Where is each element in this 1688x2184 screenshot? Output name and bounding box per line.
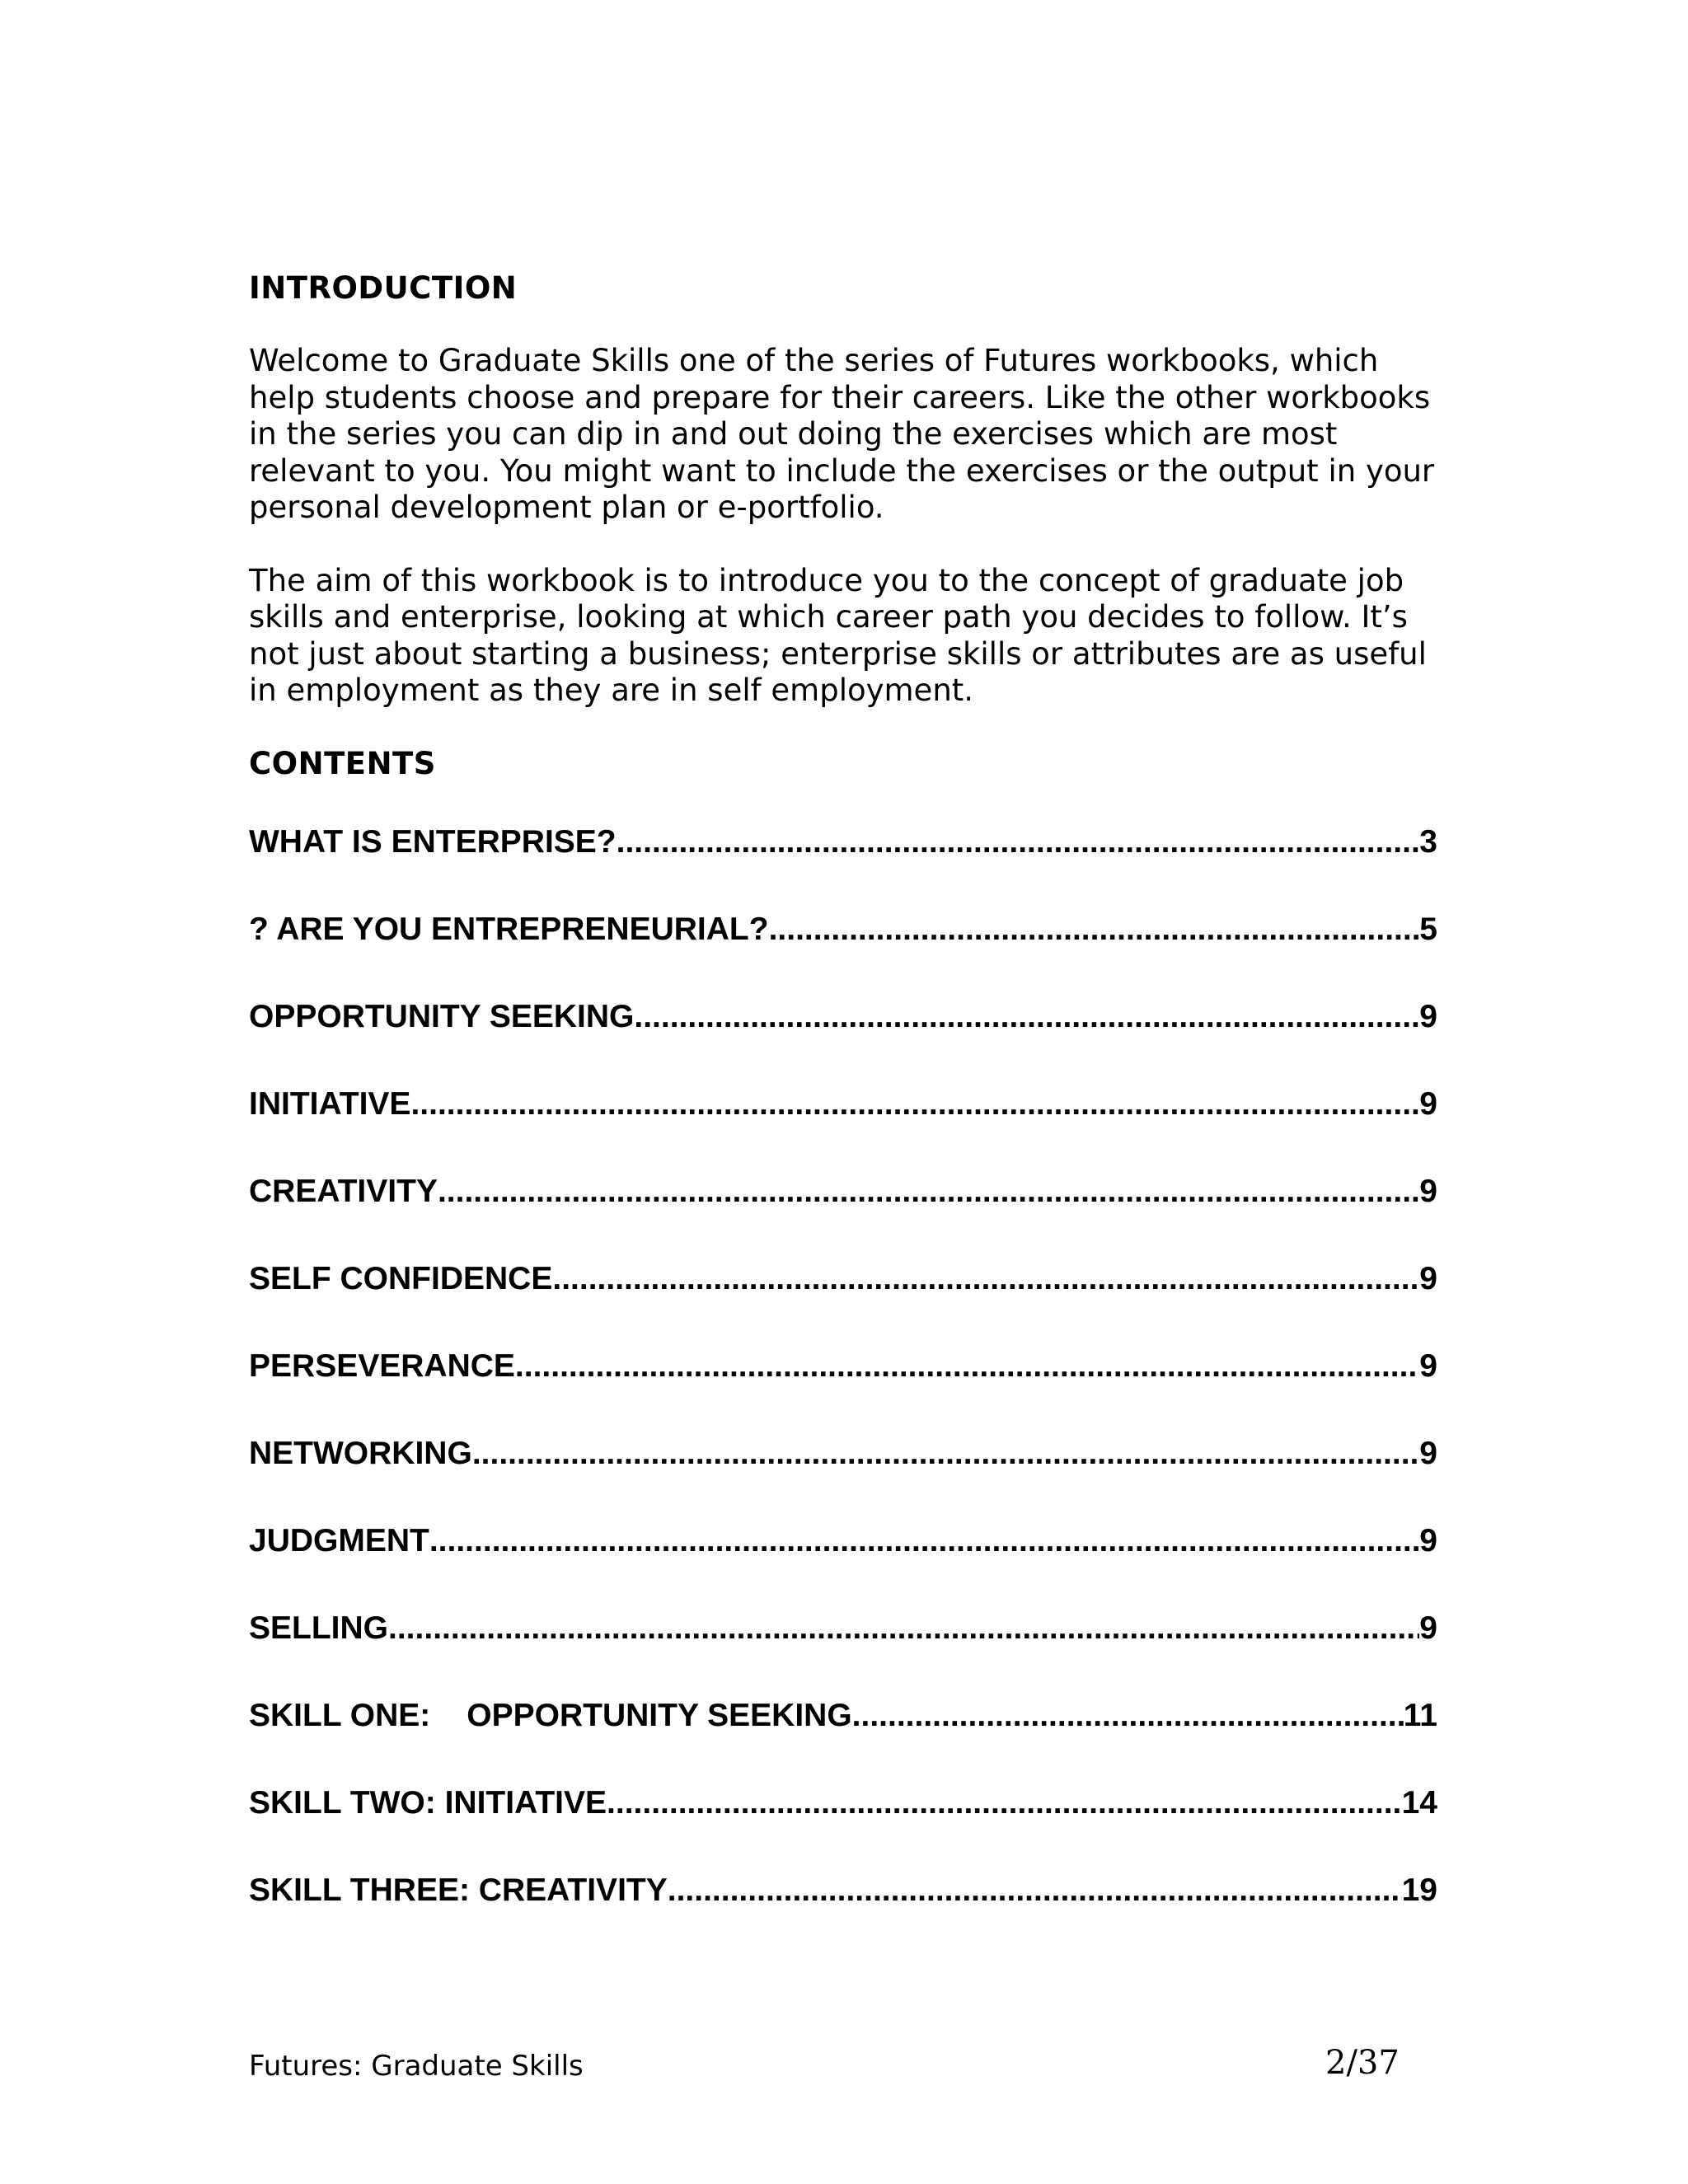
toc-entry-title: ? ARE YOU ENTREPRENEURIAL? (249, 911, 769, 947)
page-content (249, 270, 1444, 1959)
toc-entry-title: INITIATIVE (249, 1085, 411, 1122)
toc-entry-title: OPPORTUNITY SEEKING (467, 1697, 852, 1733)
toc-entry-page: 19 (1401, 1872, 1437, 1908)
toc-entry-title: WHAT IS ENTERPRISE? (249, 823, 617, 860)
toc-entry-page: 9 (1419, 1085, 1437, 1122)
contents-heading: CONTENTS (249, 745, 436, 781)
toc-dot-leader (438, 1173, 1419, 1211)
toc-entry-title-group (249, 1697, 852, 1735)
toc-entry[interactable] (249, 1784, 1437, 1872)
toc-entry-title: SKILL TWO: INITIATIVE (249, 1784, 607, 1821)
toc-entry-page: 9 (1419, 998, 1437, 1034)
toc-entry[interactable] (249, 1085, 1437, 1173)
toc-entry[interactable] (249, 1347, 1437, 1435)
toc-entry-page: 11 (1403, 1697, 1437, 1733)
toc-entry-page: 9 (1419, 1435, 1437, 1471)
toc-dot-leader (617, 823, 1420, 861)
toc-entry[interactable] (249, 911, 1437, 998)
toc-entry-title: OPPORTUNITY SEEKING (249, 998, 635, 1034)
footer-page-number: 2/37 (1325, 2044, 1400, 2082)
toc-entry[interactable] (249, 1260, 1437, 1347)
toc-entry-page: 9 (1419, 1610, 1437, 1646)
toc-entry[interactable] (249, 1610, 1437, 1697)
toc-dot-leader (634, 998, 1419, 1036)
toc-entry-title: SKILL THREE: CREATIVITY (249, 1872, 668, 1908)
toc-entry-title: PERSEVERANCE (249, 1347, 515, 1384)
toc-entry[interactable] (249, 823, 1437, 911)
toc-entry-title: SELLING (249, 1610, 389, 1646)
toc-dot-leader (552, 1260, 1419, 1298)
toc-entry-title: JUDGMENT (249, 1522, 429, 1558)
table-of-contents (249, 823, 1437, 1959)
introduction-paragraph-1: Welcome to Graduate Skills one of the series of Futures workbooks, which help students choose and prepare for their careers. Like the other workbooks in the series you can dip in and out doing the exercises which are most relevant to you. You might want to include the exercises or the output in your personal development plan or e-portfolio. (249, 343, 1435, 525)
toc-entry-prefix: SKILL ONE: (249, 1697, 431, 1733)
toc-entry-title: NETWORKING (249, 1435, 472, 1471)
introduction-paragraph-2: The aim of this workbook is to introduce you to the concept of graduate job skills and enterprise, looking at which career path you decides to follow. It’s not just about starting a business; enterprise skills or attributes are as useful in employment as they are in self employment. (249, 562, 1427, 708)
toc-entry[interactable] (249, 1522, 1437, 1610)
toc-dot-leader (410, 1085, 1419, 1123)
toc-dot-leader (388, 1610, 1419, 1647)
toc-entry-page: 3 (1419, 823, 1437, 860)
introduction-heading: INTRODUCTION (249, 270, 518, 306)
toc-entry-page: 9 (1419, 1522, 1437, 1558)
toc-dot-leader (607, 1784, 1402, 1822)
toc-entry-title: SELF CONFIDENCE (249, 1260, 553, 1296)
toc-entry-page: 9 (1419, 1260, 1437, 1296)
toc-entry-title: CREATIVITY (249, 1173, 438, 1209)
toc-entry[interactable] (249, 1435, 1437, 1522)
toc-dot-leader (515, 1347, 1419, 1385)
toc-entry[interactable] (249, 1872, 1437, 1959)
toc-dot-leader (668, 1872, 1402, 1910)
toc-entry-page: 5 (1419, 911, 1437, 947)
footer-title: Futures: Graduate Skills (249, 2050, 584, 2083)
toc-dot-leader (472, 1435, 1419, 1473)
toc-entry-page: 9 (1419, 1173, 1437, 1209)
toc-entry[interactable] (249, 1697, 1437, 1784)
toc-dot-leader (852, 1697, 1404, 1735)
toc-dot-leader (769, 911, 1420, 949)
toc-entry[interactable] (249, 998, 1437, 1085)
toc-entry-page: 9 (1419, 1347, 1437, 1384)
toc-entry-page: 14 (1401, 1784, 1437, 1821)
toc-dot-leader (429, 1522, 1419, 1560)
toc-entry[interactable] (249, 1173, 1437, 1260)
